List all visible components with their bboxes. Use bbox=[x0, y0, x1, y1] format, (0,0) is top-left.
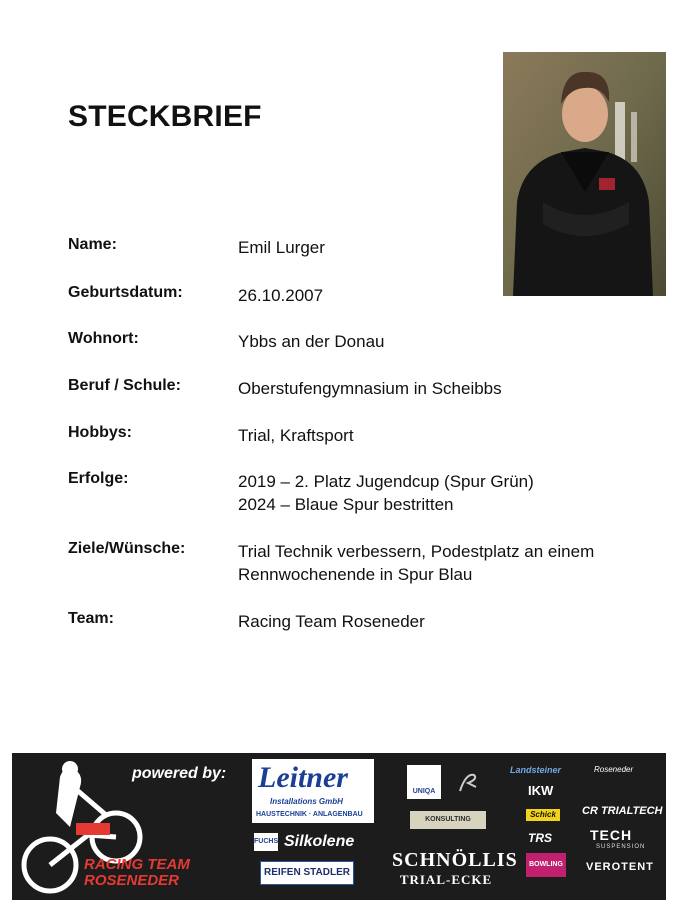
profile-label: Hobbys: bbox=[68, 424, 132, 441]
suspension-label: SUSPENSION bbox=[596, 844, 646, 850]
trs-logo: TRS bbox=[528, 831, 552, 845]
schick-logo: Schick bbox=[526, 809, 560, 821]
profile-label: Beruf / Schule: bbox=[68, 377, 181, 394]
roseneder-logo: Roseneder bbox=[594, 765, 634, 774]
profile-value-line: Ybbs an der Donau bbox=[238, 332, 385, 351]
profile-value-line: Emil Lurger bbox=[238, 238, 325, 257]
reifen-stadler-logo: REIFEN STADLER bbox=[260, 861, 354, 885]
profile-label: Name: bbox=[68, 236, 117, 253]
uniqa-logo: UNIQA bbox=[407, 765, 441, 799]
bowling-logo: BOWLING bbox=[526, 853, 566, 877]
fuchs-logo: FUCHS bbox=[254, 833, 278, 851]
profile-label: Wohnort: bbox=[68, 330, 139, 347]
signature-logo bbox=[456, 769, 480, 795]
profile-value bbox=[238, 236, 648, 259]
profile-value-line: Trial Technik verbessern, Podestplatz an einem bbox=[238, 542, 595, 561]
leitner-logo: Leitner Installations GmbH HAUSTECHNIK · ANLAGENBAU bbox=[252, 759, 374, 823]
schnoellis-logo: SCHNÖLLIS TRIAL-ECKE bbox=[392, 849, 518, 887]
profile-label: Team: bbox=[68, 610, 114, 627]
verotent-logo: VEROTENT bbox=[586, 861, 654, 873]
profile-photo bbox=[503, 52, 666, 296]
tech-logo: TECH bbox=[590, 827, 633, 843]
silkolene-logo: Silkolene bbox=[284, 833, 355, 850]
profile-value bbox=[238, 470, 648, 516]
profile-value-line: Racing Team Roseneder bbox=[238, 612, 425, 631]
profile-value bbox=[238, 424, 648, 447]
racing-team-logo: RACING TEAM ROSENEDER bbox=[84, 856, 190, 889]
profile-value-line: 26.10.2007 bbox=[238, 286, 324, 305]
landsteiner-logo: Landsteiner bbox=[510, 765, 562, 775]
trialtech-logo: CR TRIALTECH bbox=[582, 805, 663, 817]
konsulting-logo: KONSULTING bbox=[410, 811, 486, 829]
profile-value bbox=[238, 330, 648, 353]
profile-value bbox=[238, 284, 648, 307]
profile-value-line: Rennwochenende in Spur Blau bbox=[238, 565, 473, 584]
page-title: STECKBRIEF bbox=[68, 100, 262, 133]
profile-value bbox=[238, 610, 648, 633]
sponsor-banner bbox=[12, 753, 666, 900]
profile-value-line: 2019 – 2. Platz Jugendcup (Spur Grün) bbox=[238, 472, 534, 491]
profile-value-line: Oberstufengymnasium in Scheibbs bbox=[238, 379, 502, 398]
profile-value bbox=[238, 377, 648, 400]
powered-by-label: powered by: bbox=[132, 765, 227, 782]
ikw-logo: IKW bbox=[528, 783, 554, 798]
profile-value bbox=[238, 540, 648, 586]
profile-label: Ziele/Wünsche: bbox=[68, 540, 186, 557]
profile-label: Erfolge: bbox=[68, 470, 129, 487]
profile-label: Geburtsdatum: bbox=[68, 284, 183, 301]
profile-value-line: Trial, Kraftsport bbox=[238, 426, 354, 445]
profile-value-line: 2024 – Blaue Spur bestritten bbox=[238, 495, 454, 514]
